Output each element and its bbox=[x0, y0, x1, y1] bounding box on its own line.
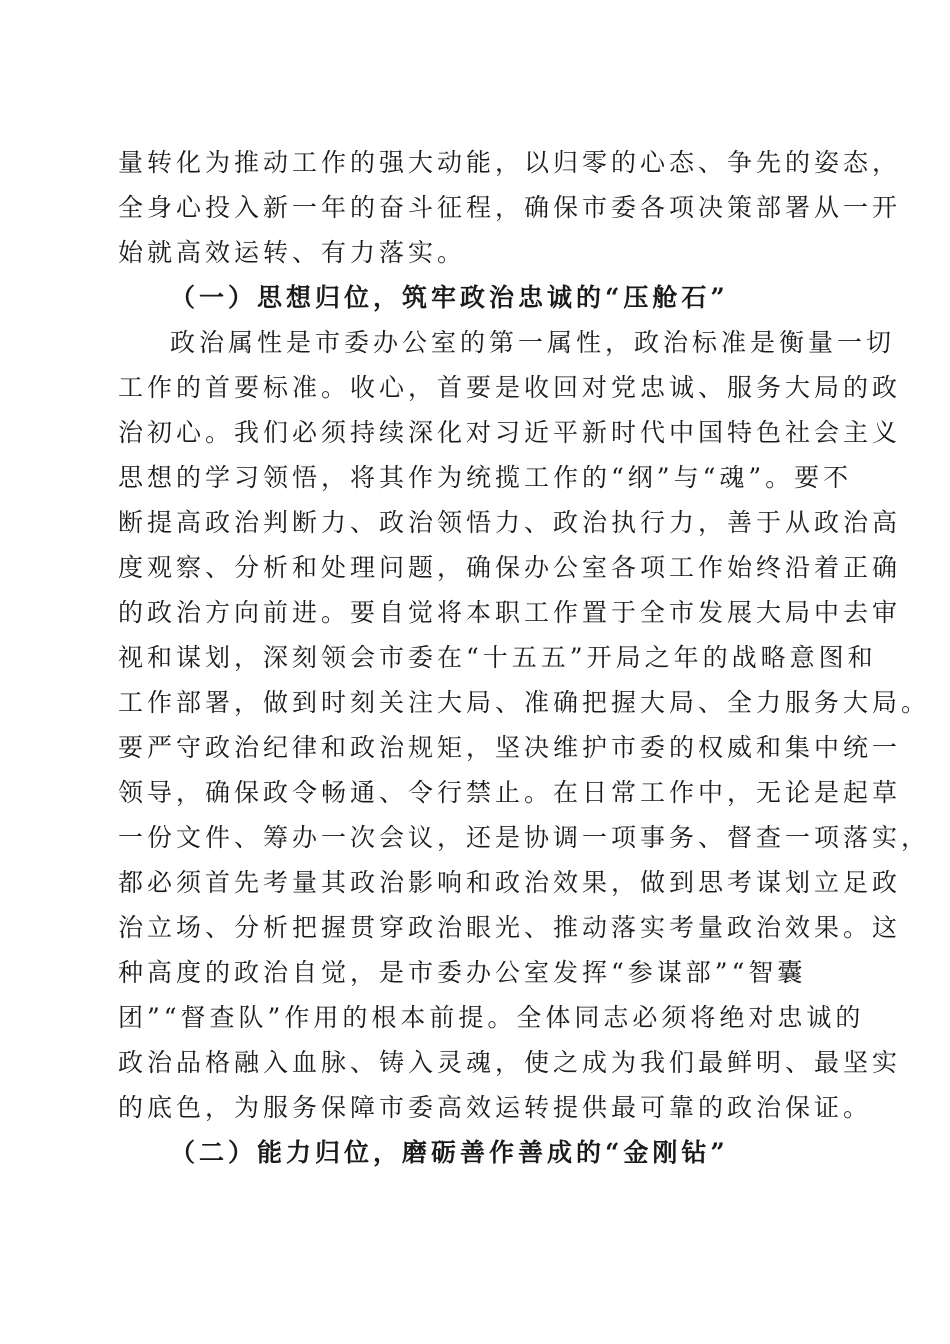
paragraph-line: 团”“督查队”作用的根本前提。全体同志必须将绝对忠诚的 bbox=[118, 1003, 865, 1032]
intro-line: 全身心投入新一年的奋斗征程，确保市委各项决策部署从一开 bbox=[118, 193, 902, 222]
document-body bbox=[118, 140, 931, 1175]
paragraph-line: 要严守政治纪律和政治规矩，坚决维护市委的权威和集中统一 bbox=[118, 733, 902, 762]
paragraph-line: 政治属性是市委办公室的第一属性，政治标准是衡量一切 bbox=[170, 328, 896, 357]
paragraph-line: 工作部署，做到时刻关注大局、准确把握大局、全力服务大局。 bbox=[118, 688, 931, 717]
section-heading-2: （二）能力归位，磨砺善作善成的“金刚钻” bbox=[170, 1138, 729, 1167]
paragraph-line: 治初心。我们必须持续深化对习近平新时代中国特色社会主义 bbox=[118, 418, 902, 447]
paragraph-line: 种高度的政治自觉，是市委办公室发挥“参谋部”“智囊 bbox=[118, 958, 807, 987]
paragraph-line: 度观察、分析和处理问题，确保办公室各项工作始终沿着正确 bbox=[118, 553, 902, 582]
paragraph-line: 的政治方向前进。要自觉将本职工作置于全市发展大局中去审 bbox=[118, 598, 902, 627]
paragraph-line: 一份文件、筹办一次会议，还是协调一项事务、督查一项落实， bbox=[118, 823, 931, 852]
section-heading-1: （一）思想归位，筑牢政治忠诚的“压舱石” bbox=[170, 283, 729, 312]
paragraph-line: 视和谋划，深刻领会市委在“十五五”开局之年的战略意图和 bbox=[118, 643, 877, 672]
paragraph-line: 治立场、分析把握贯穿政治眼光、推动落实考量政治效果。这 bbox=[118, 913, 902, 942]
paragraph-line: 的底色，为服务保障市委高效运转提供最可靠的政治保证。 bbox=[118, 1093, 873, 1122]
intro-line: 始就高效运转、有力落实。 bbox=[118, 238, 467, 267]
paragraph-line: 都必须首先考量其政治影响和政治效果，做到思考谋划立足政 bbox=[118, 868, 902, 897]
paragraph-line: 领导，确保政令畅通、令行禁止。在日常工作中，无论是起草 bbox=[118, 778, 902, 807]
paragraph-line: 政治品格融入血脉、铸入灵魂，使之成为我们最鲜明、最坚实 bbox=[118, 1048, 902, 1077]
paragraph-line: 思想的学习领悟，将其作为统揽工作的“纲”与“魂”。要不 bbox=[118, 463, 853, 492]
intro-line: 量转化为推动工作的强大动能，以归零的心态、争先的姿态， bbox=[118, 148, 902, 177]
paragraph-line: 工作的首要标准。收心，首要是收回对党忠诚、服务大局的政 bbox=[118, 373, 902, 402]
paragraph-line: 断提高政治判断力、政治领悟力、政治执行力，善于从政治高 bbox=[118, 508, 902, 537]
